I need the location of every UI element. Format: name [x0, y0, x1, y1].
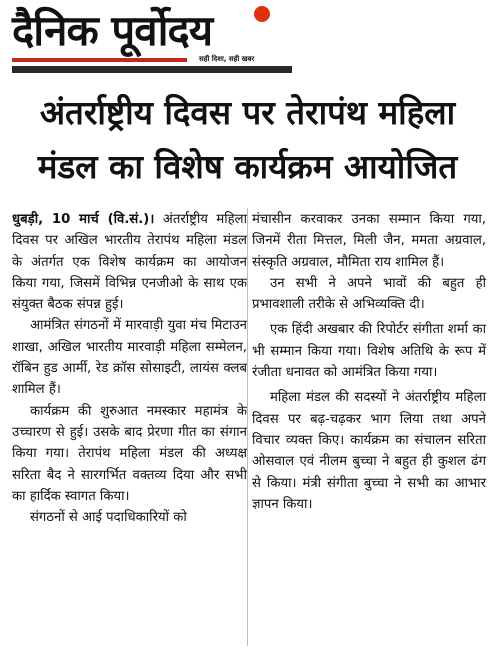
article-headline: [0, 86, 495, 194]
headline-line-1: अंतर्राष्ट्रीय दिवस पर तेरापंथ महिला: [39, 93, 456, 132]
masthead-red-line: [12, 58, 187, 62]
masthead: [0, 0, 495, 82]
article-paragraph-continuation: मंचासीन करवाकर उनका सम्मान किया गया, जिनमें रीता मित्तल, मिली जैन, ममता अग्रवाल, संस्कृति अग्रवाल, मौमिता राय शामिल हैं।: [252, 212, 486, 270]
article-paragraph: उन सभी ने अपने भावों की बहुत ही प्रभावशाली तरीके से अभिव्यक्ति दी।: [252, 275, 486, 313]
logo-sun-dot-icon: [254, 6, 270, 22]
article-paragraph: कार्यक्रम की शुरुआत नमस्कार महामंत्र के उच्चारण से हुई। उसके बाद प्रेरणा गीत का संगान किया गया। तेरापंथ महिला मंडल की अध्यक्ष सरिता बैद ने सारगर्भित वक्तव्य दिया और सभी का हार्दिक स्वागत किया।: [12, 403, 247, 504]
masthead-rule: [12, 66, 292, 73]
article-column-left: [12, 209, 247, 528]
column-divider: [247, 208, 248, 646]
paragraph-text: अंतर्राष्ट्रीय महिला दिवस पर अखिल भारतीय तेरापंथ महिला मंडल के अंतर्गत एक विशेष कार्यक्रम का आयोजन किया गया, जिसमें विभिन्न एनजीओ के साथ एक संयुक्त बैठक संपन्न हुई।: [12, 212, 247, 313]
article-paragraph: एक हिंदी अखबार की रिपोर्टर संगीता शर्मा का भी सम्मान किया गया। विशेष अतिथि के रूप में रंजीता धनावत को आमंत्रित किया गया।: [252, 322, 486, 381]
dateline: धुबड़ी, 10 मार्च (वि.सं.)।: [12, 212, 155, 227]
article-paragraph-continued: संगठनों से आई पदाधिकारियों को: [30, 510, 187, 526]
newspaper-logo-title: दैनिक पूर्वोदय: [12, 6, 213, 55]
article-paragraph: आमंत्रित संगठनों में मारवाड़ी युवा मंच मिटाउन शाखा, अखिल भारतीय मारवाड़ी महिला सम्मेलन, रॉबिन हुड आर्मी, रेड क्रॉस सोसाइटी, लायंस क्लब शामिल हैं।: [12, 318, 247, 398]
article-column-right: [252, 209, 486, 515]
article-paragraph: [12, 209, 247, 315]
article-paragraph: महिला मंडल की सदस्यों ने अंतर्राष्ट्रीय महिला दिवस पर बढ़-चढ़कर भाग लिया तथा अपने विचार व्यक्त किए। कार्यक्रम का संचालन सरिता ओसवाल एवं नीलम बुच्चा ने बहुत ही कुशल ढंग से किया। मंत्री संगीता बुच्चा ने सभी का आभार ज्ञापन किया।: [252, 390, 486, 512]
newspaper-tagline: सही दिशा, सही खबर: [199, 55, 255, 63]
headline-line-2: मंडल का विशेष कार्यक्रम आयोजित: [37, 147, 458, 186]
